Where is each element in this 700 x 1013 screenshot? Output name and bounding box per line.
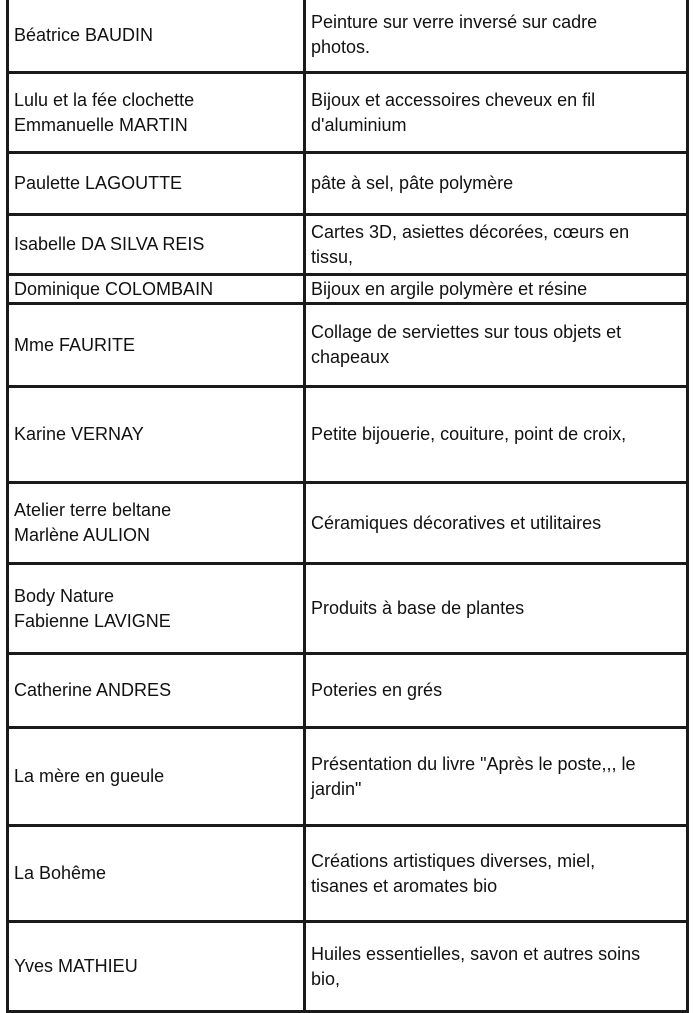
exhibitor-name: Dominique COLOMBAIN xyxy=(8,275,305,304)
table-row xyxy=(8,483,688,564)
exhibitor-description: Créations artistiques diverses, miel, tisanes et aromates bio xyxy=(305,826,688,922)
exhibitor-description: Poteries en grés xyxy=(305,654,688,728)
table-row xyxy=(8,728,688,826)
table-row xyxy=(8,654,688,728)
exhibitor-description: Produits à base de plantes xyxy=(305,564,688,654)
table-row xyxy=(8,304,688,387)
table-row xyxy=(8,0,688,73)
table-row xyxy=(8,922,688,1012)
exhibitor-name: Mme FAURITE xyxy=(8,304,305,387)
exhibitor-table xyxy=(6,0,689,1013)
table-row xyxy=(8,564,688,654)
exhibitor-name: Béatrice BAUDIN xyxy=(8,0,305,73)
exhibitor-name: Karine VERNAY xyxy=(8,387,305,483)
table-row xyxy=(8,73,688,153)
exhibitor-name: Isabelle DA SILVA REIS xyxy=(8,215,305,275)
exhibitor-name: La mère en gueule xyxy=(8,728,305,826)
exhibitor-description: Petite bijouerie, couiture, point de croix, xyxy=(305,387,688,483)
table-row xyxy=(8,826,688,922)
exhibitor-name: La Bohême xyxy=(8,826,305,922)
exhibitor-description: Cartes 3D, asiettes décorées, cœurs en tissu, xyxy=(305,215,688,275)
exhibitor-description: pâte à sel, pâte polymère xyxy=(305,153,688,215)
table-row xyxy=(8,215,688,275)
exhibitor-name: Lulu et la fée clochette Emmanuelle MARTIN xyxy=(8,73,305,153)
exhibitor-name: Paulette LAGOUTTE xyxy=(8,153,305,215)
exhibitor-description: Bijoux en argile polymère et résine xyxy=(305,275,688,304)
table-row xyxy=(8,153,688,215)
table-row xyxy=(8,275,688,304)
exhibitor-description: Céramiques décoratives et utilitaires xyxy=(305,483,688,564)
table-row xyxy=(8,387,688,483)
exhibitor-description: Peinture sur verre inversé sur cadre photos. xyxy=(305,0,688,73)
exhibitor-name: Catherine ANDRES xyxy=(8,654,305,728)
exhibitor-description: Huiles essentielles, savon et autres soins bio, xyxy=(305,922,688,1012)
exhibitor-name: Body Nature Fabienne LAVIGNE xyxy=(8,564,305,654)
exhibitor-description: Collage de serviettes sur tous objets et chapeaux xyxy=(305,304,688,387)
exhibitor-name: Yves MATHIEU xyxy=(8,922,305,1012)
exhibitor-name: Atelier terre beltane Marlène AULION xyxy=(8,483,305,564)
exhibitor-description: Présentation du livre "Après le poste,,, le jardin" xyxy=(305,728,688,826)
exhibitor-description: Bijoux et accessoires cheveux en fil d'aluminium xyxy=(305,73,688,153)
